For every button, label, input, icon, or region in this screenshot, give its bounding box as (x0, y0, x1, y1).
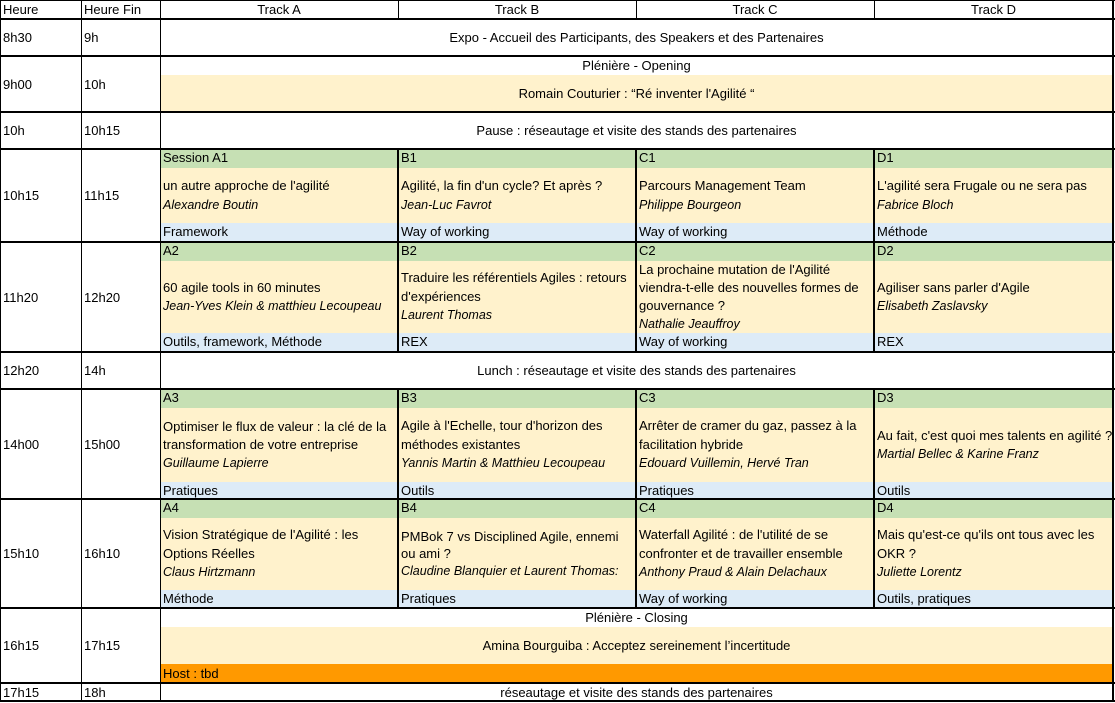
session-title: 60 agile tools in 60 minutes (163, 279, 321, 295)
closing-host: Host : tbd (160, 664, 1113, 683)
session-body (636, 408, 874, 482)
start-time: 17h15 (3, 684, 40, 700)
evening-networking: réseautage et visite des stands des partenaires (500, 684, 773, 700)
grid-line (397, 389, 399, 608)
grid-line (0, 498, 1115, 500)
end-time: 10h (84, 76, 106, 92)
session-c1[interactable] (636, 149, 874, 242)
session-body (874, 261, 1113, 333)
session-speaker: Martial Bellec & Karine Franz (877, 447, 1039, 461)
session-title: L'agilité sera Frugale ou ne sera pas (877, 178, 1087, 193)
session-body (398, 518, 636, 590)
session-body (160, 408, 398, 482)
grid-line (1112, 0, 1114, 702)
session-speaker: Claudine Blanquier et Laurent Thomas: (401, 563, 619, 578)
session-speaker: Edouard Vuillemin, Hervé Tran (639, 456, 809, 471)
grid-line (397, 149, 399, 352)
session-title: un autre approche de l'agilité (163, 178, 330, 193)
end-time: 11h15 (84, 188, 120, 203)
start-time: 9h00 (3, 76, 32, 92)
session-body (874, 408, 1113, 482)
grid-line (160, 0, 161, 702)
session-code: D3 (874, 389, 1113, 408)
grid-line (0, 351, 1115, 353)
session-title: Agiliser sans parler d'Agile (877, 279, 1030, 295)
session-code: D1 (874, 149, 1113, 168)
session-code: A3 (160, 389, 398, 408)
session-code: D2 (874, 242, 1113, 261)
session-d1[interactable] (874, 149, 1113, 242)
session-speaker: Yannis Martin & Matthieu Lecoupeau (401, 456, 606, 471)
session-code: Session A1 (160, 149, 398, 168)
session-body (874, 518, 1113, 590)
session-b2[interactable] (398, 242, 636, 352)
session-speaker: Nathalie Jeauffroy (639, 317, 740, 331)
session-tag: Outils (874, 482, 1113, 499)
grid-line (635, 389, 637, 608)
start-time: 10h15 (3, 188, 40, 203)
session-tag: Way of working (398, 223, 636, 242)
opening-title: Plénière - Opening (582, 58, 691, 73)
session-title: Agile à l'Echelle, tour d'horizon des méthodes existantes (401, 418, 603, 452)
session-speaker: Philippe Bourgeon (639, 197, 742, 212)
session-title: Mais qu'est-ce qu'ils ont tous avec les OKR ? (877, 527, 1095, 561)
grid-line (0, 241, 1115, 243)
session-tag: Framework (160, 223, 398, 242)
session-tag: Pratiques (636, 482, 874, 499)
session-c2[interactable] (636, 242, 874, 352)
session-title: Traduire les référentiels Agiles : retours d'expériences (401, 270, 627, 304)
end-time: 9h (84, 30, 99, 45)
session-speaker: Elisabeth Zaslavsky (877, 299, 988, 313)
end-time: 16h10 (84, 546, 121, 561)
header-track-a: Track A (257, 2, 301, 17)
grid-line (873, 149, 875, 352)
opening-keynote: Romain Couturier : “Ré inventer l'Agilité “ (160, 75, 1113, 112)
session-tag: Méthode (160, 590, 398, 608)
session-title: Parcours Management Team (639, 178, 806, 193)
grid-line (81, 0, 82, 702)
start-time: 10h (3, 123, 25, 138)
morning-break: Pause : réseautage et visite des stands des partenaires (476, 123, 797, 138)
session-code: A2 (160, 242, 398, 261)
session-body (874, 168, 1113, 223)
session-tag: Way of working (636, 223, 874, 242)
session-body (398, 168, 636, 223)
closing-plenary (160, 608, 1113, 683)
lunch-break: Lunch : réseautage et visite des stands des partenaires (477, 363, 796, 378)
session-title: Au fait, c'est quoi mes talents en agilité ? (877, 427, 1113, 443)
session-code: B1 (398, 149, 636, 168)
session-body (160, 168, 398, 223)
session-tag: Pratiques (160, 482, 398, 499)
grid-line (874, 0, 875, 19)
start-time: 15h10 (3, 546, 40, 561)
session-speaker: Juliette Lorentz (877, 565, 962, 580)
session-c3[interactable] (636, 389, 874, 499)
expo-welcome: Expo - Accueil des Participants, des Speakers et des Partenaires (449, 30, 824, 45)
closing-title: Plénière - Closing (585, 610, 688, 625)
session-body (398, 408, 636, 482)
session-body (636, 168, 874, 223)
session-code: B4 (398, 499, 636, 518)
session-c4[interactable] (636, 499, 874, 608)
session-tag: REX (874, 333, 1113, 352)
session-body (398, 261, 636, 333)
session-title: Vision Stratégique de l'Agilité : les Options Réelles (163, 527, 359, 561)
session-speaker: Anthony Praud & Alain Delachaux (639, 565, 827, 580)
session-code: B2 (398, 242, 636, 261)
end-time: 14h (84, 363, 106, 378)
end-time: 15h00 (84, 436, 121, 452)
header-track-d: Track D (970, 2, 1017, 17)
session-a3[interactable] (160, 389, 398, 499)
session-body (160, 518, 398, 590)
session-body (636, 261, 874, 333)
grid-line (0, 682, 1115, 684)
grid-line (398, 0, 399, 19)
session-speaker: Laurent Thomas (401, 308, 493, 323)
grid-line (0, 148, 1115, 150)
session-tag: Way of working (636, 333, 874, 352)
session-speaker: Alexandre Boutin (163, 197, 259, 212)
session-code: D4 (874, 499, 1113, 518)
session-b4[interactable] (398, 499, 636, 608)
session-speaker: Claus Hirtzmann (163, 565, 256, 580)
start-time: 12h20 (3, 363, 40, 378)
grid-line (0, 0, 1, 702)
session-title: Waterfall Agilité : de l'utilité de se confronter et de travailler ensemble (639, 527, 843, 561)
grid-line (0, 388, 1115, 390)
session-speaker: Fabrice Bloch (877, 197, 954, 212)
session-code: C4 (636, 499, 874, 518)
grid-line (0, 0, 1115, 1)
session-a1[interactable] (160, 149, 398, 242)
opening-plenary (160, 56, 1113, 112)
session-d4[interactable] (874, 499, 1113, 608)
session-code: C2 (636, 242, 874, 261)
session-title: Optimiser le flux de valeur : la clé de la transformation de votre entreprise (163, 419, 387, 452)
start-time: 16h15 (3, 638, 40, 653)
grid-line (0, 607, 1115, 609)
session-b1[interactable] (398, 149, 636, 242)
end-time: 17h15 (84, 638, 121, 653)
session-tag: Outils (398, 482, 636, 499)
session-d3[interactable] (874, 389, 1113, 499)
grid-line (0, 700, 1115, 702)
end-time: 12h20 (84, 289, 121, 305)
session-tag: REX (398, 333, 636, 352)
session-speaker: Jean-Yves Klein & matthieu Lecoupeau (163, 299, 382, 313)
session-code: A4 (160, 499, 398, 518)
session-a4[interactable] (160, 499, 398, 608)
session-tag: Outils, pratiques (874, 590, 1113, 608)
session-tag: Méthode (874, 223, 1113, 242)
start-time: 8h30 (3, 30, 32, 45)
grid-line (635, 149, 637, 352)
session-tag: Pratiques (398, 590, 636, 608)
header-heure-fin: Heure Fin (84, 2, 142, 17)
session-tag: Outils, framework, Méthode (160, 333, 398, 352)
session-tag: Way of working (636, 590, 874, 608)
session-title: Agilité, la fin d'un cycle? Et après ? (401, 178, 603, 193)
session-code: C1 (636, 149, 874, 168)
session-speaker: Jean-Luc Favrot (401, 197, 492, 212)
grid-line (0, 111, 1115, 113)
grid-line (636, 0, 637, 19)
session-title: Arrêter de cramer du gaz, passez à la facilitation hybride (639, 418, 857, 452)
session-speaker: Guillaume Lapierre (163, 456, 269, 470)
session-body (636, 518, 874, 590)
session-d2[interactable] (874, 242, 1113, 352)
session-b3[interactable] (398, 389, 636, 499)
header-track-c: Track C (732, 2, 778, 17)
session-title: La prochaine mutation de l'Agilité viendra-t-elle des nouvelles formes de gouvernance ? (639, 262, 859, 313)
session-title: PMBok 7 vs Disciplined Agile, ennemi ou ami ? (401, 528, 619, 562)
session-a2[interactable] (160, 242, 398, 352)
closing-keynote: Amina Bourguiba : Acceptez sereinement l’incertitude (160, 627, 1113, 664)
grid-line (873, 389, 875, 608)
session-code: C3 (636, 389, 874, 408)
header-track-b: Track B (494, 2, 540, 17)
session-code: B3 (398, 389, 636, 408)
header-heure: Heure (3, 2, 39, 17)
start-time: 11h20 (3, 289, 39, 305)
end-time: 10h15 (84, 123, 121, 138)
session-body (160, 261, 398, 333)
start-time: 14h00 (3, 436, 40, 452)
end-time: 18h (84, 684, 106, 700)
grid-line (0, 55, 1115, 57)
grid-line (0, 18, 1115, 20)
